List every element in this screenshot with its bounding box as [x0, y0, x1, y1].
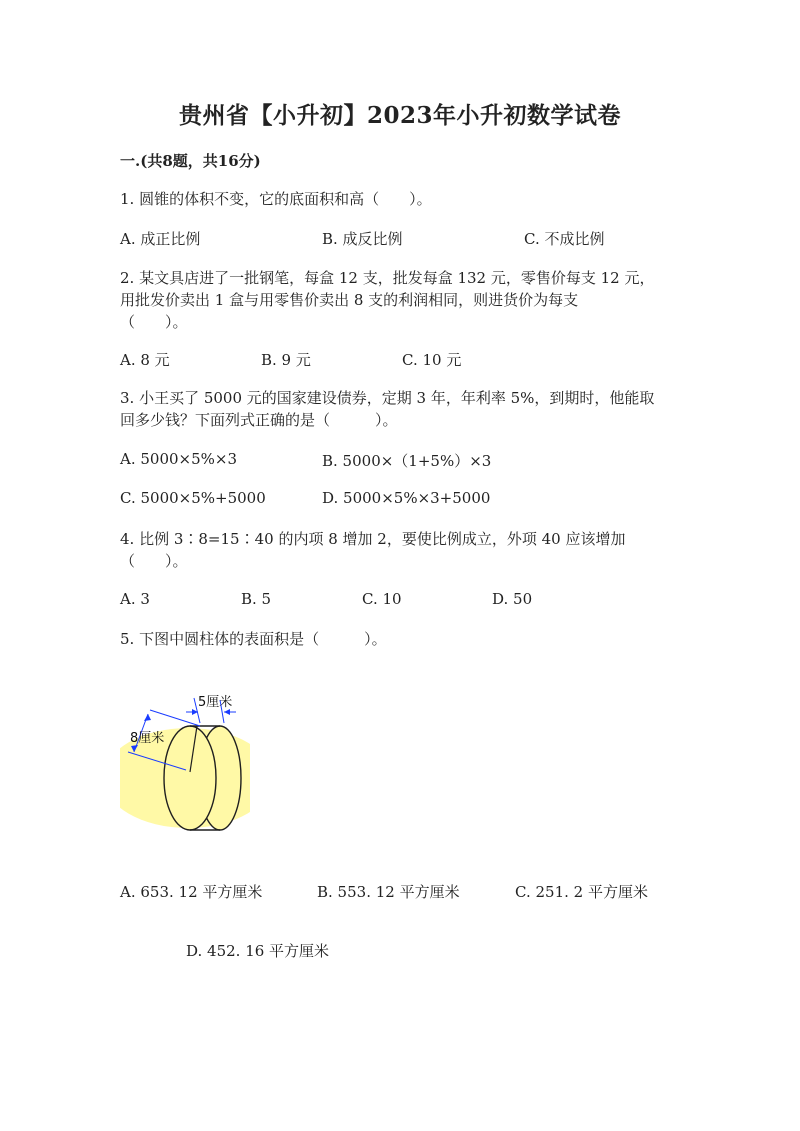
question-3-text-line-2: 回多少钱？下面列式正确的是（ ）。: [120, 411, 398, 429]
label-5cm: 5厘米: [198, 695, 233, 710]
question-1-option-c[interactable]: C. 不成比例: [524, 230, 605, 248]
question-3-option-d[interactable]: D. 5000×5%×3+5000: [322, 489, 491, 507]
question-3-text-line-1: 3. 小王买了 5000 元的国家建设债券，定期 3 年，年利率 5%，到期时，他能取: [120, 389, 655, 407]
question-2-text-line-2: 用批发价卖出 1 盒与用零售价卖出 8 支的利润相同，则进货价为每支: [120, 291, 579, 309]
question-2-text-line-3: （ ）。: [120, 313, 188, 331]
question-3-option-b[interactable]: B. 5000×（1+5%）×3: [322, 452, 492, 470]
question-5-option-a[interactable]: A. 653. 12 平方厘米: [120, 883, 263, 901]
question-1-option-a[interactable]: A. 成正比例: [120, 230, 201, 248]
question-4-text-line-1: 4. 比例 3∶8=15∶40 的内项 8 增加 2，要使比例成立，外项 40 应该增加: [120, 530, 626, 548]
label-8cm: 8厘米: [130, 731, 165, 746]
question-4-option-d[interactable]: D. 50: [492, 590, 533, 608]
section-heading: 一.(共8题，共16分): [120, 152, 261, 170]
cylinder-front-face: [164, 726, 216, 830]
question-2-text-line-1: 2. 某文具店进了一批钢笔，每盒 12 支，批发每盒 132 元，零售价每支 12 元，: [120, 269, 655, 287]
question-2-option-b[interactable]: B. 9 元: [261, 351, 311, 369]
question-5-option-c[interactable]: C. 251. 2 平方厘米: [515, 883, 648, 901]
cylinder-figure: [120, 690, 250, 840]
question-4-option-a[interactable]: A. 3: [120, 590, 150, 608]
question-5-option-b[interactable]: B. 553. 12 平方厘米: [317, 883, 460, 901]
question-3-option-c[interactable]: C. 5000×5%+5000: [120, 489, 266, 507]
question-2-option-c[interactable]: C. 10 元: [402, 351, 462, 369]
question-5-option-d[interactable]: D. 452. 16 平方厘米: [186, 942, 330, 960]
question-3-option-a[interactable]: A. 5000×5%×3: [120, 450, 238, 468]
question-4-text-line-2: （ ）。: [120, 552, 188, 570]
question-5-text: 5. 下图中圆柱体的表面积是（ ）。: [120, 630, 387, 648]
question-1-option-b[interactable]: B. 成反比例: [322, 230, 403, 248]
question-1-text: 1. 圆锥的体积不变，它的底面积和高（ ）。: [120, 190, 432, 208]
page-title: 贵州省【小升初】2023年小升初数学试卷: [178, 102, 621, 129]
question-4-option-b[interactable]: B. 5: [241, 590, 272, 608]
question-4-option-c[interactable]: C. 10: [362, 590, 402, 608]
question-2-option-a[interactable]: A. 8 元: [120, 351, 170, 369]
